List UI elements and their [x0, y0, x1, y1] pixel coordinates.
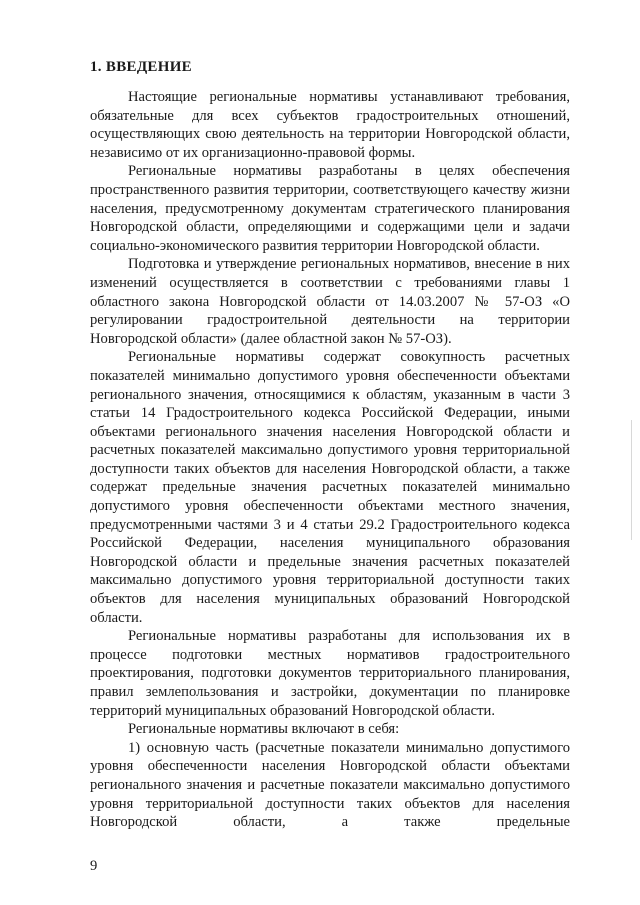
- scan-edge-line: [631, 420, 632, 540]
- paragraph-main-part: 1) основную часть (расчетные показатели минимально допустимого уровня обеспеченности населения Новгородской области объектами регионального значения и расчетные показатели максимально допустимого уровня территориальной доступности таких объектов для населения Новгородской области, а также предельные: [90, 739, 570, 831]
- paragraph-includes: Региональные нормативы включают в себя:: [128, 721, 400, 738]
- paragraph-contents: Региональные нормативы содержат совокупность расчетных показателей минимально допустимого уровня обеспеченности объектами регионального значения, относящимися к областям, указанным в части 3 статьи 14 Градостроительного кодекса Российской Федерации, иными объектами регионального значения населения Новгородской области и расчетных показателей максимально допустимого уровня территориальной доступности таких объектов для населения Новгородской области, а также содержат предельные значения расчетных показателей минимально допустимого уровня обеспеченности объектами местного значения, предусмотренными частями 3 и 4 статьи 29.2 Градостроительного кодекса Российской Федерации, населения муниципального образования Новгородской области и предельные значения расчетных показателей максимально допустимого уровня территориальной доступности таких объектов для населения муниципальных образований Новгородской области.: [90, 349, 570, 626]
- paragraph-intro: Настоящие региональные нормативы устанавливают требования, обязательные для всех субъектов градостроительных отношений, осуществляющих свою деятельность на территории Новгородской области, независимо от их организационно-правовой формы.: [90, 89, 570, 161]
- section-heading: 1. ВВЕДЕНИЕ: [90, 59, 192, 75]
- paragraph-usage: Региональные нормативы разработаны для использования их в процессе подготовки местных нормативов градостроительного проектирования, подготовки документов территориального планирования, правил землепользования и застройки, документации по планировке территорий муниципальных образований Новгородской области.: [90, 628, 570, 719]
- paragraph-purpose: Региональные нормативы разработаны в целях обеспечения пространственного развития территории, соответствующего качеству жизни населения, предусмотренному документам стратегического планирования Новгородской области, определяющими и содержащими цели и задачи социально-экономического развития территории Новгородской области.: [90, 163, 570, 254]
- page-number: 9: [90, 858, 98, 874]
- paragraph-approval: Подготовка и утверждение региональных нормативов, внесение в них изменений осуществляется в соответствии с требованиями главы 1 областного закона Новгородской области от 14.03.2007 № 57-ОЗ «О регулировании градостроительной деятельности на территории Новгородской области» (далее областной закон № 57-ОЗ).: [90, 256, 570, 347]
- document-body: [90, 88, 570, 832]
